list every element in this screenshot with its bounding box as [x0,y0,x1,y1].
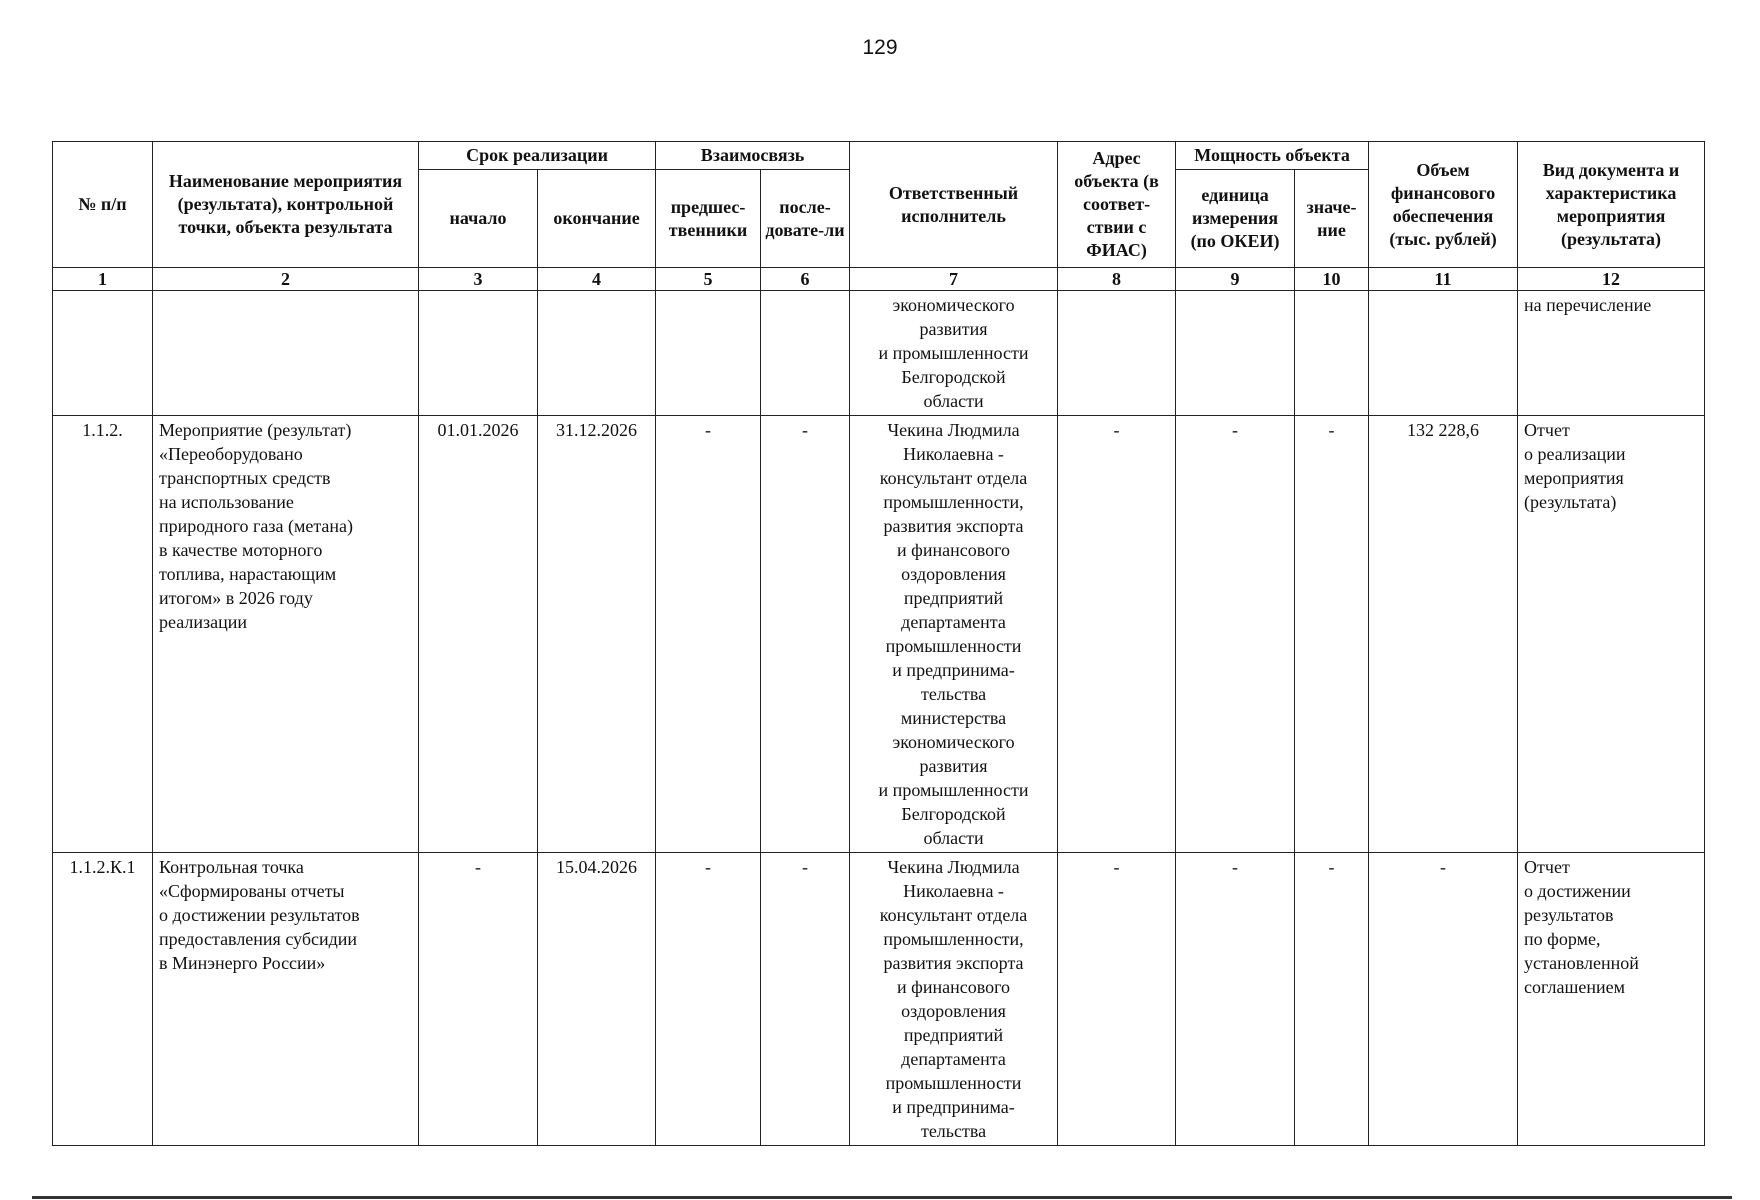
cell-value: - [1295,853,1369,1146]
cell-address: - [1058,416,1176,853]
cell-num [53,291,153,416]
cell-start: 01.01.2026 [419,416,538,853]
cell-successors: - [761,853,850,1146]
cell-start [419,291,538,416]
header-address: Адрес объекта (в соответ-ствии с ФИАС) [1058,142,1176,268]
header-document: Вид документа и характеристика мероприятия (результата) [1518,142,1705,268]
cell-predecessors: - [656,853,761,1146]
cell-volume [1369,291,1518,416]
header-responsible: Ответственный исполнитель [850,142,1058,268]
cell-name: Мероприятие (результат) «Переоборудовано транспортных средств на использование природного газа (метана) в качестве моторного топлива, нарастающим итогом» в 2026 году реализации [153,416,419,853]
cell-predecessors [656,291,761,416]
header-name: Наименование мероприятия (результата), контрольной точки, объекта результата [153,142,419,268]
cell-unit: - [1176,853,1295,1146]
header-volume: Объем финансового обеспечения (тыс. рублей) [1369,142,1518,268]
cell-end: 31.12.2026 [538,416,656,853]
column-number: 2 [153,268,419,291]
header-link: Взаимосвязь [656,142,850,170]
table-row [53,853,1705,1146]
cell-address: - [1058,853,1176,1146]
cell-num: 1.1.2. [53,416,153,853]
header-unit: единица измерения (по ОКЕИ) [1176,170,1295,268]
header-start: начало [419,170,538,268]
column-number: 3 [419,268,538,291]
cell-document: Отчет о реализации мероприятия (результата) [1518,416,1705,853]
column-number: 11 [1369,268,1518,291]
column-numbers-row [53,268,1705,291]
cell-responsible: экономического развития и промышленности Белгородской области [850,291,1058,416]
page-number: 129 [862,36,898,59]
column-number: 10 [1295,268,1369,291]
cell-responsible: Чекина Людмила Николаевна - консультант отдела промышленности, развития экспорта и финансового оздоровления предприятий департамента промышленности и предпринима- тельства [850,853,1058,1146]
cell-unit [1176,291,1295,416]
cell-document: Отчет о достижении результатов по форме, установленной соглашением [1518,853,1705,1146]
table-row [53,416,1705,853]
column-number: 4 [538,268,656,291]
header-successors: после-довате-ли [761,170,850,268]
cell-responsible: Чекина Людмила Николаевна - консультант отдела промышленности, развития экспорта и финансового оздоровления предприятий департамента промышленности и предпринима- тельства министерства экономического развития и промышленности Белгородской области [850,416,1058,853]
cell-predecessors: - [656,416,761,853]
header-num: № п/п [53,142,153,268]
cell-name: Контрольная точка «Сформированы отчеты о достижении результатов предоставления субсидии в Минэнерго России» [153,853,419,1146]
cell-value: - [1295,416,1369,853]
cell-num: 1.1.2.К.1 [53,853,153,1146]
cell-unit: - [1176,416,1295,853]
cell-name [153,291,419,416]
column-number: 1 [53,268,153,291]
column-number: 12 [1518,268,1705,291]
cell-end [538,291,656,416]
page-bottom-rule [32,1196,1732,1199]
activities-table [52,141,1705,1146]
cell-volume: - [1369,853,1518,1146]
cell-successors [761,291,850,416]
header-predecessors: предшес-твенники [656,170,761,268]
cell-volume: 132 228,6 [1369,416,1518,853]
header-period: Срок реализации [419,142,656,170]
header-end: окончание [538,170,656,268]
header-row-1 [53,142,1705,170]
cell-address [1058,291,1176,416]
column-number: 9 [1176,268,1295,291]
column-number: 6 [761,268,850,291]
column-number: 8 [1058,268,1176,291]
header-power: Мощность объекта [1176,142,1369,170]
cell-start: - [419,853,538,1146]
column-number: 7 [850,268,1058,291]
table-row [53,291,1705,416]
column-number: 5 [656,268,761,291]
cell-value [1295,291,1369,416]
header-value: значе-ние [1295,170,1369,268]
cell-document: на перечисление [1518,291,1705,416]
cell-successors: - [761,416,850,853]
cell-end: 15.04.2026 [538,853,656,1146]
